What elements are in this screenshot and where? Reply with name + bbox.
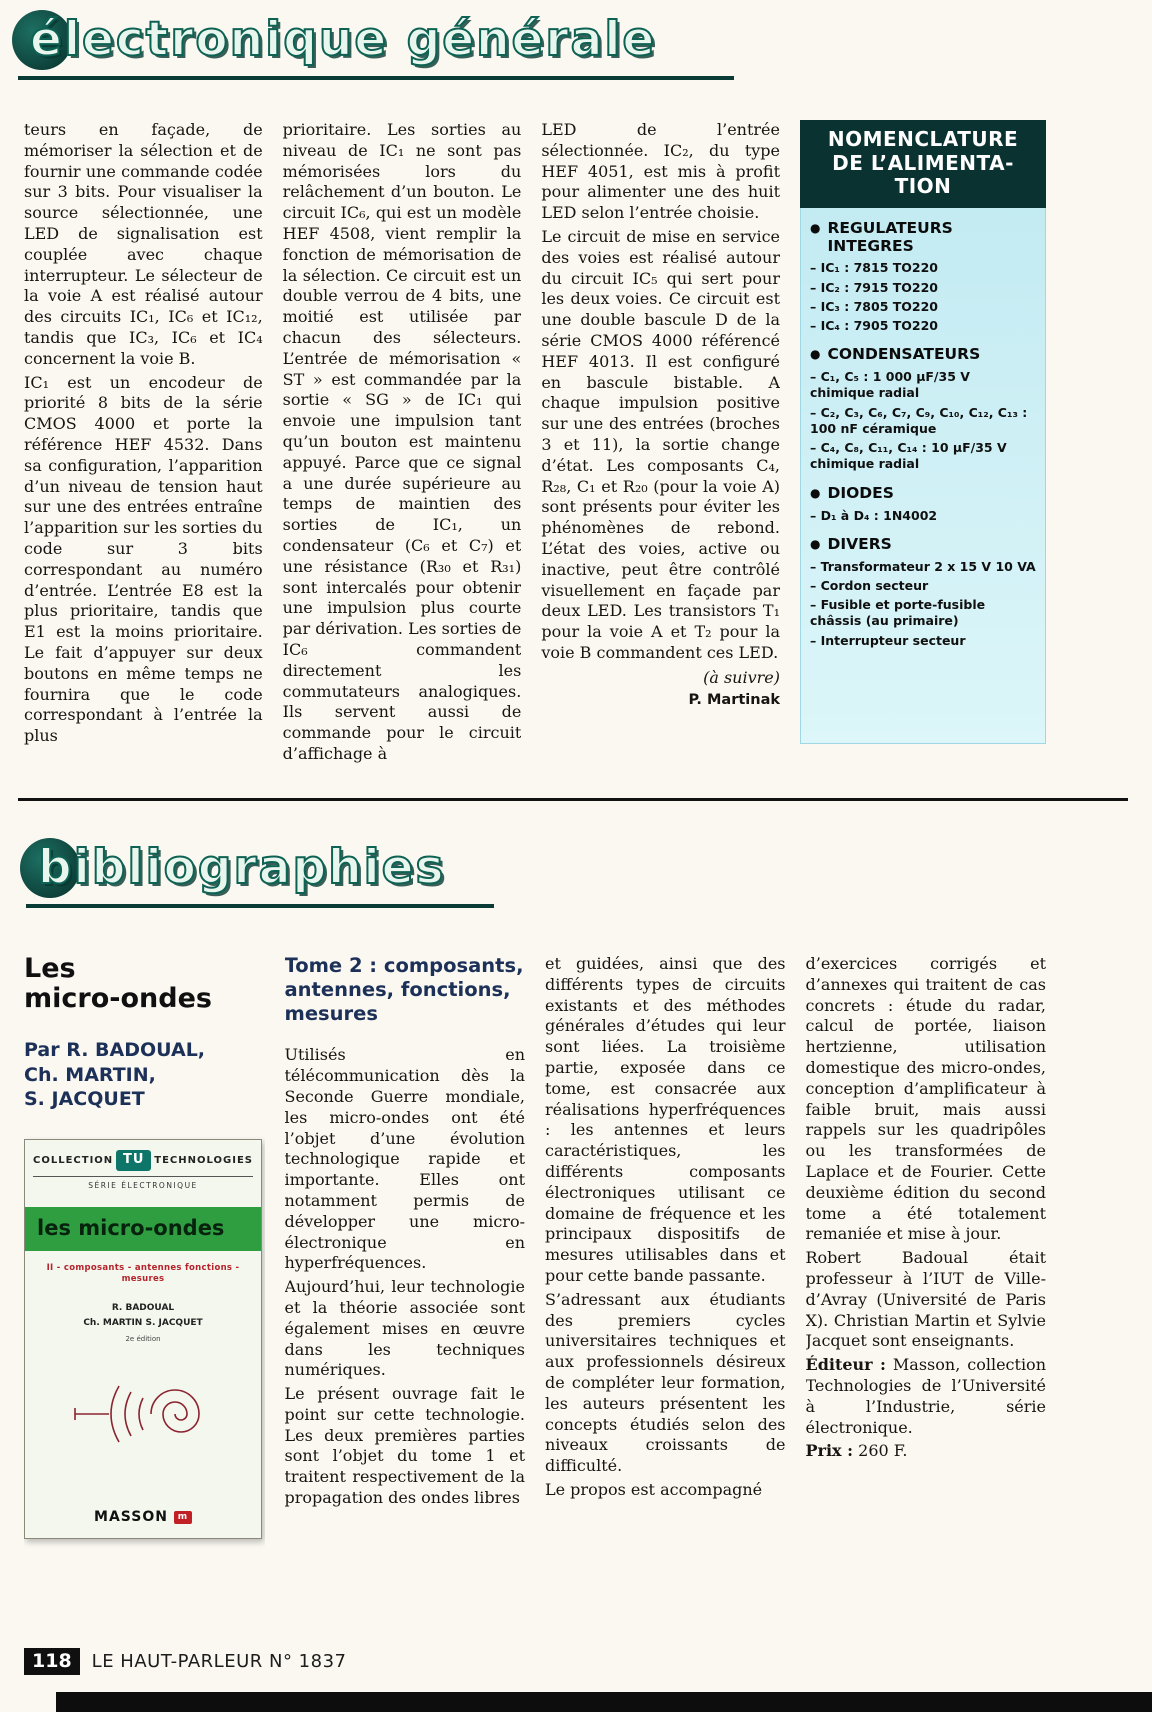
biblio-paragraph: Le présent ouvrage fait le point sur cette technologie. Les deux premières parties sont l’objet du tome 1 et traitent respectivement de la propagation des ondes libres: [284, 1384, 525, 1508]
biblio-column-4: [806, 954, 1047, 1648]
group-heading: [810, 346, 1036, 364]
book-title-line: micro-ondes: [24, 983, 212, 1015]
article-paragraph: prioritaire. Les sorties au niveau de IC₁ ne sont pas mémorisées lors du relâchement d’un bouton. Le circuit IC₆, qui est un modèle HEF 4508, vient remplir la fonction de mémorisation de la sélection. Ce circuit est un double verrou de 4 bits, une moitié est utilisée par chacun des sélecteurs. L’entrée de mémorisation « ST » est commandée par la sortie « SG » de IC₁ qui envoie une impulsion tant qu’un bouton est maintenu appuyé. Parce que ce signal a une durée supérieure au temps de maintien des sorties de IC₁, un condensateur (C₆ et C₇) et une résistance (R₃₀ et R₃₁) sont intercalés pour obtenir une impulsion plus courte par dérivation. Les sorties de IC₆ commandent directement les commutateurs analogiques. Ils servent aussi de commande pour le circuit d’affichage à: [282, 120, 522, 763]
group-heading: [810, 536, 1036, 554]
page-number-badge: 118: [24, 1648, 80, 1675]
book-title-line: Les: [24, 954, 76, 984]
biblio-paragraph: S’adressant aux étudiants des premiers cycles universitaires techniques et aux professionnels désireux de compléter leur formation, les auteurs présentent les concepts étudiés selon des niveaux croissants de difficulté.: [545, 1289, 786, 1476]
price-text: 260 F.: [858, 1441, 908, 1461]
section-header-electronique-generale: [18, 10, 734, 80]
cover-author-line: R. BADOUAL: [111, 1303, 175, 1314]
nomenclature-group-diodes: [810, 485, 1036, 524]
article-paragraph: IC₁ est un encodeur de priorité 8 bits de la série CMOS 4000 et porte la référence HEF 4532. Dans sa configuration, l’apparition d’un niveau de tension haut sur une des entrées entraîne l’apparition sur les sorties du code sur 3 bits correspondant au numéro d’entrée. L’entrée E8 est la plus prioritaire, tandis que E1 est la moins prioritaire. Le fait d’appuyer sur deux boutons en même temps ne fournira que le code correspondant à l’entrée la plus: [24, 372, 263, 746]
bullet-icon: ●: [810, 536, 821, 551]
editor-label: Éditeur :: [805, 1355, 886, 1375]
nomenclature-item: – IC₄ : 7905 TO220: [810, 318, 938, 334]
nomenclature-item: – IC₂ : 7915 TO220: [810, 279, 938, 295]
cover-green-band: [25, 1207, 261, 1251]
article-author: P. Martinak: [688, 691, 780, 708]
group-heading-label: DIODES: [827, 483, 894, 502]
nomenclature-title-line: DE L’ALIMENTA-: [832, 150, 1014, 175]
bullet-icon: ●: [810, 220, 821, 235]
article-paragraph: Le circuit de mise en service des voies est réalisé autour du circuit IC₅ qui sert pour les deux voies. Ce circuit est une double bascule D de la série CMOS 4000 référencé HEF 4013. Il est configuré en bascule bistable. A chaque impulsion positive sur une des entrées (broches 3 et 11), la sortie change d’état. Les composants C₄, R₂₈, C₁ et R₂₀ (pour la voie A) sont présents pour éviter les phénomènes de rebond. L’état des voies, active ou inactive, peut être contrôlé visuellement en façade par deux LED. Les transistors T₁ pour la voie A et T₂ pour la voie B commandent ces LED.: [541, 226, 780, 662]
cover-collection-right: TECHNOLOGIES: [154, 1155, 253, 1167]
bullet-icon: ●: [810, 485, 821, 500]
article-column-2: [283, 120, 522, 772]
nomenclature-body: [800, 208, 1046, 649]
nomenclature-header: [800, 120, 1046, 208]
group-heading: [810, 485, 1036, 503]
nomenclature-group-regulateurs: [810, 220, 1036, 335]
article-paragraph: teurs en façade, de mémoriser la sélection et de fournir une commande codée sur 3 bits. Pour visualiser la source sélectionnée, une LED de signalisation est couplée avec chaque interrupteur. Le sélecteur de la voie A est réalisé autour des circuits IC₁, IC₆ et IC₁₂, tandis que IC₃, IC₆ et IC₄ concernent la voie B.: [24, 120, 263, 368]
header-underline: [26, 904, 494, 908]
editor-text: Masson, collection Technologies de l’Université à l’Industrie, série électronique.: [805, 1355, 1046, 1437]
section-title: bibliographies: [38, 840, 446, 895]
header-underline: [18, 76, 734, 80]
group-heading-label: CONDENSATEURS: [827, 345, 981, 364]
cover-edition-label: 2e édition: [125, 1334, 161, 1343]
nomenclature-item: – C₂, C₃, C₆, C₇, C₉, C₁₀, C₁₂, C₁₃ : 100 nF céramique: [810, 404, 1028, 436]
section-header-bibliographies: [26, 838, 494, 908]
nomenclature-item: – D₁ à D₄ : 1N4002: [810, 507, 938, 523]
biblio-paragraph: Robert Badoual était professeur à l’IUT de Ville-d’Avray (Université de Paris X). Christian Martin et Sylvie Jacquet sont enseignants.: [805, 1248, 1046, 1351]
nomenclature-item: – Transformateur 2 x 15 V 10 VA: [810, 558, 1036, 574]
nomenclature-title-line: TION: [894, 174, 952, 199]
article-section: [24, 120, 1046, 772]
nomenclature-title-line: NOMENCLATURE: [827, 127, 1019, 151]
header-row: [18, 10, 734, 72]
magazine-title: LE HAUT-PARLEUR N° 1837: [91, 1651, 347, 1672]
bibliography-section: [24, 954, 1046, 1648]
nomenclature-item: – Cordon secteur: [810, 577, 929, 593]
biblio-price-line: [806, 1441, 1047, 1462]
to-be-continued-note: (à suivre): [703, 667, 780, 687]
cover-series-label: SÉRIE ÉLECTRONIQUE: [33, 1176, 253, 1191]
book-author-line: Ch. MARTIN,: [24, 1063, 156, 1086]
biblio-column-1: [24, 954, 265, 1648]
bottom-black-bar: [56, 1692, 1152, 1712]
spiral-antenna-art: [25, 1336, 261, 1486]
nomenclature-group-divers: [810, 536, 1036, 649]
group-heading-label: DIVERS: [827, 534, 892, 553]
biblio-column-2: [285, 954, 526, 1648]
header-row: [26, 838, 494, 900]
nomenclature-item: – Interrupteur secteur: [810, 632, 966, 648]
section-divider-rule: [18, 798, 1128, 801]
bullet-icon: ●: [810, 347, 821, 362]
cover-subtitle: II - composants - antennes fonctions - mesures: [46, 1263, 240, 1285]
section-title: électronique générale: [30, 12, 657, 67]
biblio-paragraph: Le propos est accompagné: [545, 1479, 763, 1499]
nomenclature-item: – Fusible et porte-fusible châssis (au primaire): [810, 597, 986, 629]
cover-publisher-row: [25, 1508, 261, 1526]
cover-top-area: [25, 1140, 261, 1191]
cover-author-line: Ch. MARTIN S. JACQUET: [83, 1317, 203, 1328]
nomenclature-item: – C₄, C₈, C₁₁, C₁₄ : 10 µF/35 V chimique radial: [810, 440, 1007, 472]
group-heading-label: REGULATEURS INTEGRES: [827, 218, 953, 255]
page-footer: [24, 1648, 346, 1675]
book-authors: [24, 1038, 265, 1111]
cover-authors: [25, 1301, 261, 1330]
tome-heading: Tome 2 : composants, antennes, fonctions, mesures: [284, 954, 524, 1025]
nomenclature-group-condensateurs: [810, 346, 1036, 472]
article-paragraph: LED de l’entrée sélectionnée. IC₂, du type HEF 4051, est mis à profit pour alimenter une des huit LED selon l’entrée choisie.: [541, 120, 780, 223]
tu-logo-icon: TU: [116, 1150, 151, 1171]
cover-title: les micro-ondes: [37, 1216, 225, 1241]
book-author-line: Par R. BADOUAL,: [24, 1039, 206, 1062]
price-label: Prix :: [805, 1441, 854, 1461]
masson-logo-icon: m: [174, 1511, 192, 1524]
book-author-line: S. JACQUET: [24, 1088, 145, 1111]
biblio-paragraph: et guidées, ainsi que des différents types de circuits existants et des méthodes générales d’études qui leur sont liées. La troisième partie, exposée dans ce tome, est consacrée aux réalisations hyperfréquences : les antennes et leurs caractéristiques, les différents composants électroniques utilisant ce domaine de fréquence et les principaux dispositifs de mesures utilisables dans et pour cette bande passante.: [545, 954, 786, 1285]
cover-collection-left: COLLECTION: [33, 1155, 114, 1167]
book-cover-image: [24, 1139, 262, 1539]
spiral-antenna-drawing: [25, 1336, 261, 1486]
biblio-column-3: [545, 954, 786, 1648]
publisher-name: MASSON: [94, 1509, 168, 1526]
book-title: [24, 954, 265, 1014]
biblio-paragraph: Utilisés en télécommunication dès la Seconde Guerre mondiale, les micro-ondes ont été l’objet d’une évolution technologique rapide et importante. Elles ont notamment permis de développer une micro-électronique en hyperfréquences.: [284, 1045, 525, 1273]
nomenclature-item: – IC₁ : 7815 TO220: [810, 260, 938, 276]
article-column-1: [24, 120, 263, 772]
nomenclature-item: – IC₃ : 7805 TO220: [810, 298, 938, 314]
nomenclature-item: – C₁, C₅ : 1 000 µF/35 V chimique radial: [810, 369, 970, 401]
biblio-paragraph: d’exercices corrigés et d’annexes qui traitent de cas concrets : étude du radar, calcul de portée, liaison hertzienne, utilisation domestique des micro-ondes, conception d’amplificateur à faible bruit, mais aussi rappels sur les quadripôles ou les transformées de Laplace et de Fourier. Cette deuxième édition du second tome a été totalement remaniée et mise à jour.: [805, 954, 1046, 1244]
cover-collection-row: [33, 1150, 253, 1171]
biblio-editor-line: [806, 1355, 1047, 1438]
biblio-paragraph: Aujourd’hui, leur technologie et la théorie associée sont également mises en œuvre dans les techniques numériques.: [284, 1277, 525, 1380]
article-column-3: [541, 120, 780, 772]
nomenclature-box: [800, 120, 1046, 744]
group-heading: [810, 220, 1036, 256]
